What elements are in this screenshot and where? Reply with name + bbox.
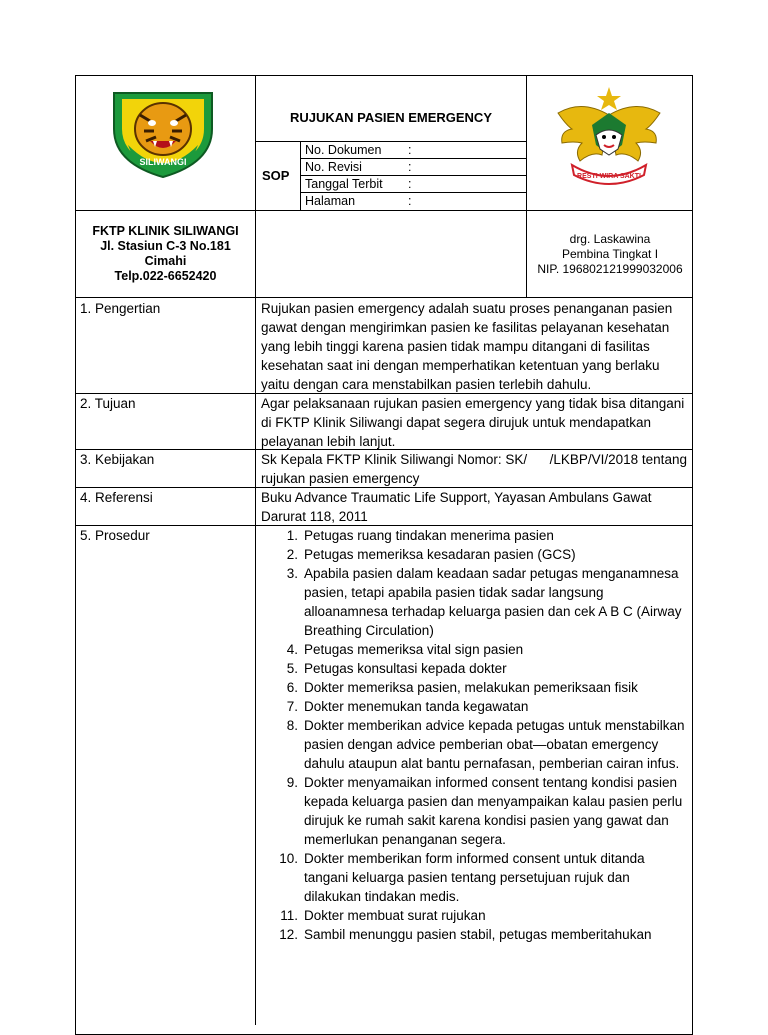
list-item: 2. Petugas memeriksa kesadaran pasien (GCS) <box>286 547 576 562</box>
garuda-emblem-icon <box>552 85 666 195</box>
section-text-tujuan: Agar pelaksanaan rujukan pasien emergency yang tidak bisa ditangani di FKTP Klinik Siliwangi dapat segera dirujuk untuk mendapatkan pelayanan lebih lanjut. <box>261 396 685 449</box>
list-item: 9. Dokter menyamaikan informed consent tentang kondisi pasien kepada keluarga pasien dan menyampaikan kalau pasien perlu dirujuk ke rumah sakit karena kondisi pasien yang gawat dan memerlukan penanganan segera. <box>286 775 683 847</box>
section-label-referensi: 4. Referensi <box>80 490 153 505</box>
section-label-pengertian: 1. Pengertian <box>80 301 161 316</box>
row-divider-sections <box>75 297 693 298</box>
list-item: 7. Dokter menemukan tanda kegawatan <box>286 699 529 714</box>
clinic-info <box>76 224 255 284</box>
signatory-nip: NIP. 196802121999032006 <box>537 262 683 276</box>
section-text-kebijakan: Sk Kepala FKTP Klinik Siliwangi Nomor: SK/ /LKBP/VI/2018 tentang rujukan pasien emergency <box>261 452 691 486</box>
clinic-phone: Telp.022-6652420 <box>114 269 217 283</box>
list-item: 3. Apabila pasien dalam keadaan sadar petugas menganamnesa pasien, tetapi apabila pasien tidak sadar langsung alloanamnesa terhadap keluarga pasien dan cek A B C (Airway Breathing Circulation) <box>286 566 682 638</box>
meta-label: No. Dokumen <box>305 143 382 157</box>
section-text-referensi: Buku Advance Traumatic Life Support, Yayasan Ambulans Gawat Darurat 118, 2011 <box>261 490 652 524</box>
meta-colon: : <box>408 177 412 191</box>
logo-caption-left: SILIWANGI <box>139 157 187 167</box>
document-title: RUJUKAN PASIEN EMERGENCY <box>289 110 492 125</box>
sop-label: SOP <box>262 168 290 183</box>
logo-caption-right: RESTI WIRA SAKTI <box>577 173 641 180</box>
meta-colon: : <box>408 194 412 208</box>
list-item: 10. Dokter memberikan form informed consent untuk ditanda tangani keluarga pasien tentang persetujuan rujuk dan dilakukan tindakan medis. <box>279 851 645 904</box>
signatory-info <box>527 232 693 277</box>
clinic-address: Jl. Stasiun C-3 No.181 <box>100 239 231 253</box>
list-item: 1. Petugas ruang tindakan menerima pasien <box>286 528 554 543</box>
meta-colon: : <box>408 143 412 157</box>
list-item: 11. Dokter membuat surat rujukan <box>280 908 486 923</box>
signatory-rank: Pembina Tingkat I <box>561 247 659 261</box>
section-label-kebijakan: 3. Kebijakan <box>80 452 155 467</box>
meta-label: No. Revisi <box>305 160 362 174</box>
clinic-city: Cimahi <box>144 254 187 268</box>
section-text-pengertian: Rujukan pasien emergency adalah suatu proses penanganan pasien gawat dengan mengirimkan pasien ke fasilitas pelayanan kesehatan yang lebih tinggi karena pasien tidak mampu ditangani di fasilitas kesehatan saat ini dengan memperhatikan ketentuan yang berlaku yaitu dengan cara menstabilkan pasien terlebih dahulu. <box>261 301 673 392</box>
siliwangi-logo-icon <box>106 85 220 181</box>
list-item: 5. Petugas konsultasi kepada dokter <box>286 661 507 676</box>
procedure-list <box>256 526 689 944</box>
signatory-name: drg. Laskawina <box>569 232 651 246</box>
section-label-prosedur: 5. Prosedur <box>80 528 150 543</box>
meta-row-halaman <box>300 192 526 210</box>
meta-colon: : <box>408 160 412 174</box>
list-item: 6. Dokter memeriksa pasien, melakukan pemeriksaan fisik <box>286 680 638 695</box>
meta-label: Tanggal Terbit <box>305 177 383 191</box>
meta-row-tanggal-terbit <box>300 175 526 192</box>
meta-row-no-dokumen <box>300 141 526 158</box>
list-item: 8. Dokter memberikan advice kepada petugas untuk menstabilkan pasien dengan advice pemberian obat—obatan emergency dahulu ataupun alat bantu pernafasan, pemberian cairan infus. <box>286 718 685 771</box>
list-item: 12. Sambil menunggu pasien stabil, petugas memberitahukan <box>279 927 652 942</box>
clinic-name: FKTP KLINIK SILIWANGI <box>92 224 239 238</box>
list-item: 4. Petugas memeriksa vital sign pasien <box>286 642 524 657</box>
section-label-tujuan: 2. Tujuan <box>80 396 136 411</box>
meta-row-no-revisi <box>300 158 526 175</box>
meta-label: Halaman <box>305 194 356 208</box>
row-divider-clinic <box>75 210 693 211</box>
